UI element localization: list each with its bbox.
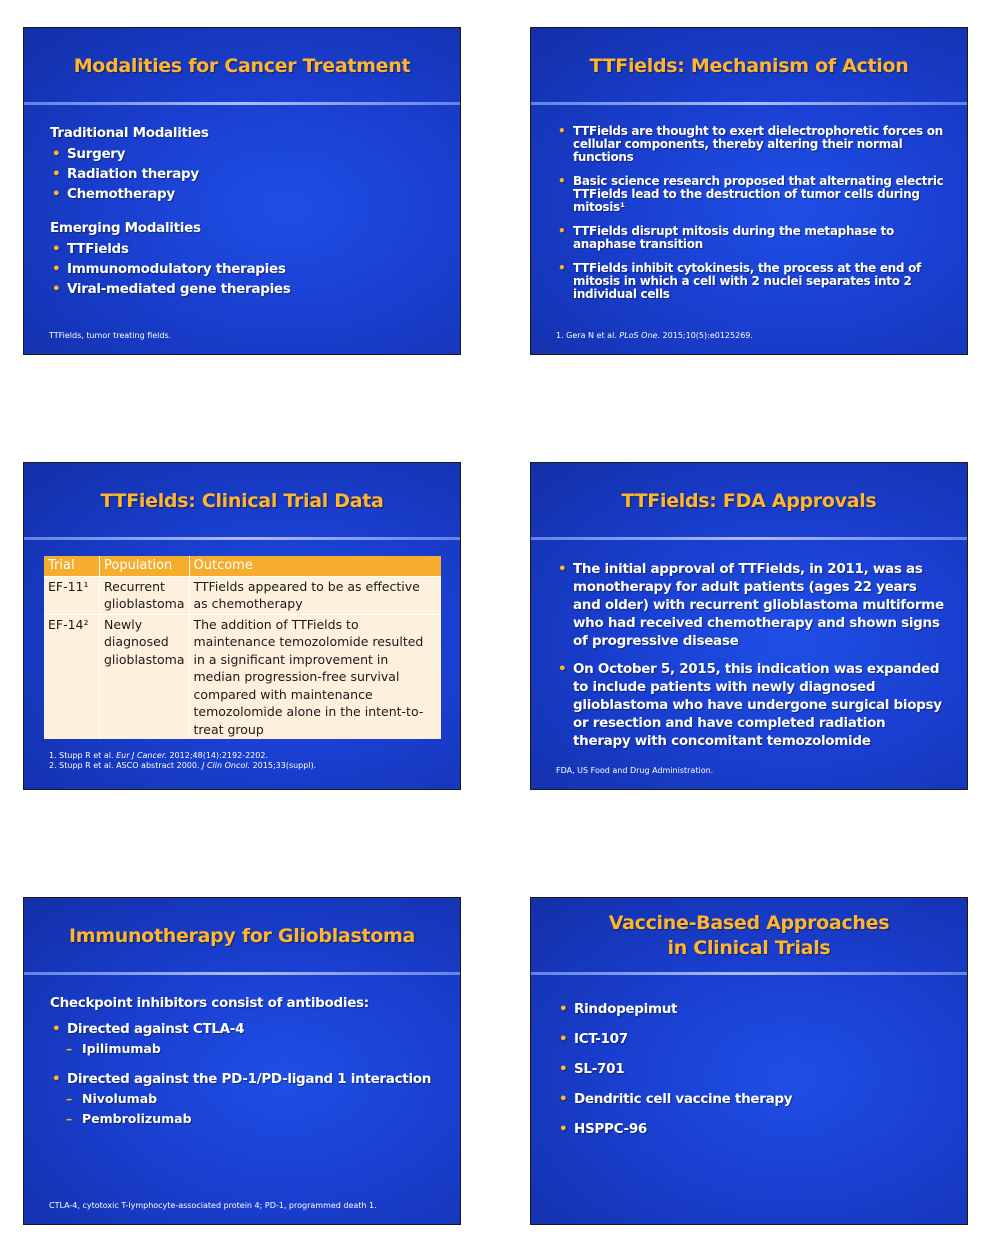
slide-clinical-trials	[23, 462, 461, 790]
list-item: • Directed against CTLA-4	[52, 1021, 245, 1037]
table-row	[44, 614, 441, 739]
bullet-icon: •	[52, 166, 61, 182]
bullet-icon: •	[558, 261, 566, 275]
list-item: • TTFields disrupt mitosis during the metaphase to anaphase transition	[558, 224, 894, 251]
bullet-icon: •	[52, 1021, 61, 1037]
bullet-icon: •	[559, 1091, 568, 1107]
list-item: • HSPPC-96	[557, 1114, 949, 1144]
slide-vaccine	[530, 897, 968, 1225]
title-divider	[24, 102, 460, 105]
list-item: • SL-701	[557, 1054, 949, 1084]
dash-icon: –	[66, 1041, 73, 1056]
list-item: • Immunomodulatory therapies	[52, 261, 286, 277]
slide-title: TTFields: Clinical Trial Data	[100, 489, 384, 512]
list-item: • Basic science research proposed that alternating electric TTFields lead to the destruction of tumor cells during mitosis¹	[558, 174, 944, 214]
dash-icon: –	[66, 1091, 73, 1106]
trial-table	[44, 556, 441, 739]
bullet-icon: •	[559, 1031, 568, 1047]
bullet-icon: •	[558, 661, 567, 677]
column-header: Outcome	[189, 556, 441, 576]
table-header-row	[44, 556, 441, 576]
slide-title	[531, 898, 967, 974]
bullet-icon: •	[52, 241, 61, 257]
checkpoint-heading: Checkpoint inhibitors consist of antibodies:	[50, 995, 369, 1011]
references	[49, 751, 316, 771]
table-cell: EF-14²	[44, 614, 100, 739]
table-cell: TTFields appeared to be as effective as chemotherapy	[189, 576, 441, 614]
bullet-icon: •	[558, 174, 566, 188]
sub-list-item: – Pembrolizumab	[66, 1109, 442, 1129]
title-line-1: Vaccine-Based Approaches	[608, 912, 890, 934]
bullet-icon: •	[559, 1121, 568, 1137]
list-item: • ICT-107	[557, 1024, 949, 1054]
list-item: • Surgery	[52, 146, 126, 162]
bullet-icon: •	[559, 1001, 568, 1017]
table-cell: Newly diagnosed glioblastoma	[100, 614, 190, 739]
title-divider	[531, 102, 967, 105]
slide-title: TTFields: Mechanism of Action	[589, 54, 909, 77]
dash-icon: –	[66, 1111, 73, 1126]
list-item: • Radiation therapy	[52, 166, 199, 182]
bullet-icon: •	[559, 1061, 568, 1077]
list-item: • Dendritic cell vaccine therapy	[557, 1084, 949, 1114]
slide-fda-approvals	[530, 462, 968, 790]
title-divider	[531, 972, 967, 975]
title-divider	[24, 537, 460, 540]
list-item: • Viral-mediated gene therapies	[52, 281, 291, 297]
footnote: FDA, US Food and Drug Administration.	[556, 766, 714, 775]
column-header: Trial	[44, 556, 100, 576]
reference-2: 2. Stupp R et al. ASCO abstract 2000. J Clin Oncol. 2015;33(suppl).	[49, 761, 317, 770]
list-item: • TTFields	[52, 241, 129, 257]
footnote: TTFields, tumor treating fields.	[49, 331, 172, 340]
table-cell: EF-11¹	[44, 576, 100, 614]
bullet-icon: •	[52, 186, 61, 202]
bullet-icon: •	[52, 146, 61, 162]
list-item: • Rindopepimut	[557, 994, 949, 1024]
traditional-heading: Traditional Modalities	[50, 125, 209, 141]
slide-title: Immunotherapy for Glioblastoma	[68, 924, 416, 947]
list-item: • Chemotherapy	[52, 186, 175, 202]
title-line-2: in Clinical Trials	[667, 937, 831, 959]
bullet-icon: •	[52, 281, 61, 297]
list-item: • The initial approval of TTFields, in 2011, was as monotherapy for adult patients (ages 22 years and older) with recurrent glioblastoma multiforme who had received chemotherapy and shown signs of progressive disease	[558, 561, 944, 649]
table-cell: The addition of TTFields to maintenance temozolomide resulted in a significant improvement in median progression-free survival compared with maintenance temozolomide alone in the intent-to-treat group	[189, 614, 441, 739]
list-item: • TTFields are thought to exert dielectrophoretic forces on cellular components, thereby altering their normal functions	[558, 124, 943, 164]
slide-title: Modalities for Cancer Treatment	[73, 54, 411, 77]
title-divider	[531, 537, 967, 540]
table-cell: Recurrent glioblastoma	[100, 576, 190, 614]
bullet-icon: •	[558, 124, 566, 138]
emerging-heading: Emerging Modalities	[50, 220, 201, 236]
column-header: Population	[100, 556, 190, 576]
title-divider	[24, 972, 460, 975]
slide-title: TTFields: FDA Approvals	[621, 489, 877, 512]
list-item: • TTFields inhibit cytokinesis, the process at the end of mitosis in which a cell with 2 nuclei separates into 2 individual cells	[558, 261, 921, 301]
footnote: CTLA-4, cytotoxic T-lymphocyte-associated protein 4; PD-1, programmed death 1.	[49, 1201, 377, 1210]
slide-modalities	[23, 27, 461, 355]
slide-immunotherapy	[23, 897, 461, 1225]
table-row	[44, 576, 441, 614]
sub-list-item: – Nivolumab	[66, 1089, 442, 1109]
list-item: • Directed against the PD-1/PD-ligand 1 interaction	[52, 1071, 432, 1087]
bullet-icon: •	[52, 1071, 61, 1087]
bullet-icon: •	[52, 261, 61, 277]
reference-1: 1. Stupp R et al. Eur J Cancer. 2012;48(14):2192-2202.	[49, 751, 268, 760]
footnote: 1. Gera N et al. PLoS One. 2015;10(5):e0125269.	[556, 331, 753, 340]
bullet-icon: •	[558, 561, 567, 577]
sub-list-item: – Ipilimumab	[66, 1039, 442, 1059]
list-item: • On October 5, 2015, this indication was expanded to include patients with newly diagnosed glioblastoma who have undergone surgical biopsy or resection and have completed radiation therapy with concomitant temozolomide	[558, 661, 942, 749]
bullet-icon: •	[558, 224, 566, 238]
slide-mechanism	[530, 27, 968, 355]
